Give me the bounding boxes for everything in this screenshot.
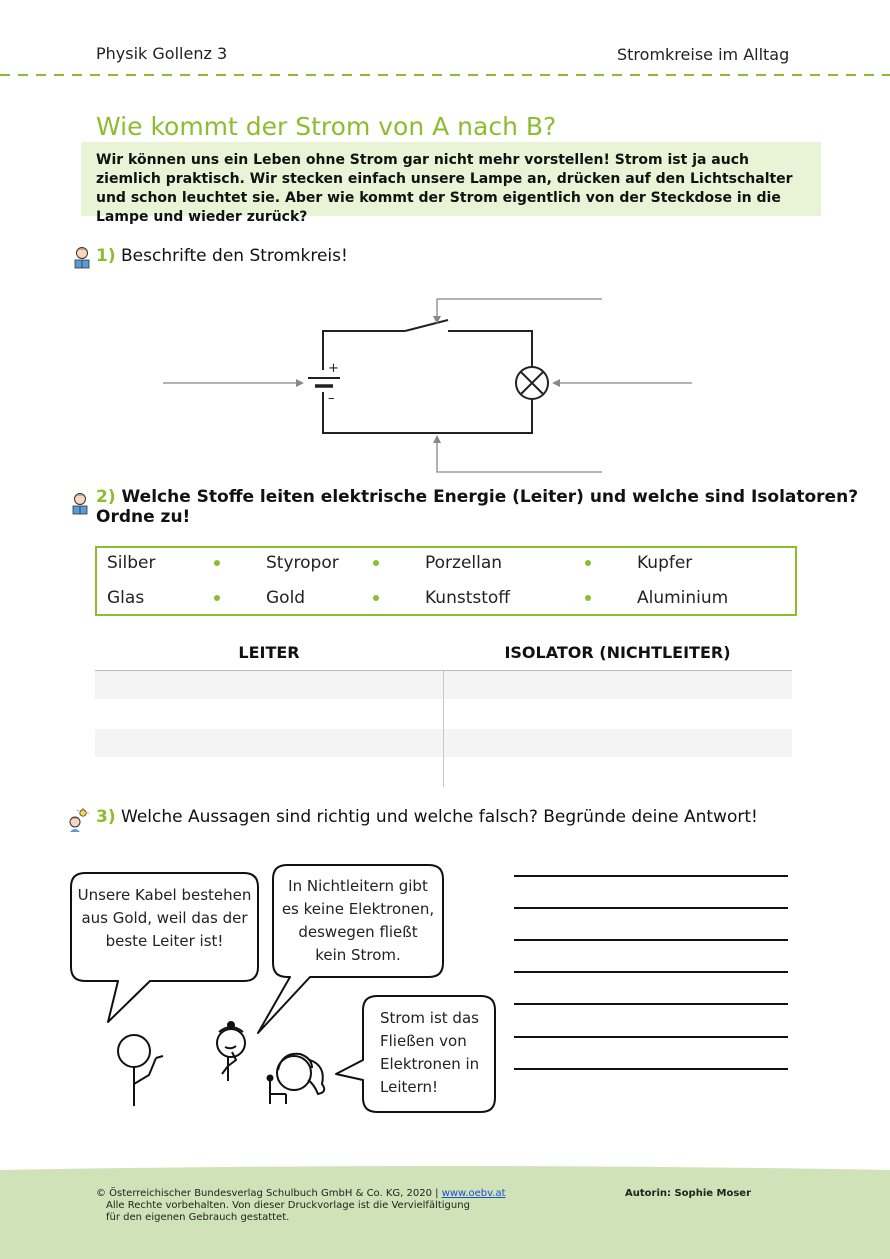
student-reading-icon <box>72 246 92 270</box>
circuit-diagram <box>150 290 710 480</box>
footer-copyright <box>96 1188 506 1200</box>
task2-text: Welche Stoffe leiten elektrische Energie (Leiter) und welche sind Isolatoren? Ordne zu! <box>96 487 859 527</box>
answer-line <box>514 907 788 909</box>
student-idea-icon <box>67 808 89 832</box>
stick-figure-girl-ponytail <box>268 1054 325 1104</box>
stick-figure-boy <box>118 1035 163 1106</box>
word-item: Kunststoff <box>425 588 511 608</box>
bubble-3-text <box>380 1007 490 1099</box>
task1-text: Beschrifte den Stromkreis! <box>121 246 348 266</box>
pointer-switch <box>437 299 602 318</box>
bubble-2-line: kein Strom. <box>315 946 401 964</box>
word-item: Kupfer <box>637 553 693 573</box>
bubble-1-line: Unsere Kabel bestehen <box>77 886 252 904</box>
bubble-2-line: In Nichtleitern gibt <box>288 877 428 895</box>
header-right: Stromkreise im Alltag <box>617 45 790 64</box>
table-column-divider <box>443 671 444 787</box>
header-left: Physik Gollenz 3 <box>96 44 228 63</box>
task1-heading <box>96 246 348 266</box>
word-item: Glas <box>107 588 145 608</box>
answer-line <box>514 1003 788 1005</box>
task2-number: 2) <box>96 487 116 507</box>
stick-figure-girl-thinking <box>217 1022 245 1081</box>
bubble-3-line: Strom ist das <box>380 1009 479 1027</box>
column-header-leiter: LEITER <box>238 643 300 662</box>
bubble-2-line: es keine Elektronen, <box>281 900 435 918</box>
bullet-dot <box>585 560 591 566</box>
footer-copyright-text: © Österreichischer Bundesverlag Schulbuch GmbH & Co. KG, 2020 | <box>96 1188 439 1199</box>
task3-heading <box>96 807 758 827</box>
bubble-3-line: Leitern! <box>380 1078 439 1096</box>
student-reading-icon <box>70 492 90 516</box>
task2-heading <box>96 487 890 527</box>
answer-line <box>514 971 788 973</box>
bullet-dot <box>373 560 379 566</box>
page-title: Wie kommt der Strom von A nach B? <box>96 112 557 141</box>
bubble-2-line: deswegen fließt <box>298 923 418 941</box>
word-item: Silber <box>107 553 156 573</box>
footer-link[interactable]: www.oebv.at <box>441 1188 506 1199</box>
answer-line <box>514 1068 788 1070</box>
task1-number: 1) <box>96 246 116 266</box>
bubble-3-line: Elektronen in <box>380 1055 480 1073</box>
bubble-2-text <box>273 875 443 967</box>
task3-number: 3) <box>96 807 116 827</box>
battery-minus-label: – <box>328 391 335 406</box>
answer-line <box>514 1036 788 1038</box>
footer-rights: Alle Rechte vorbehalten. Von dieser Druckvorlage ist die Vervielfältigung <box>106 1200 470 1211</box>
answer-line <box>514 875 788 877</box>
header-dashed-divider <box>0 72 890 78</box>
intro-box <box>81 142 821 225</box>
column-header-isolator: ISOLATOR (NICHTLEITER) <box>504 643 731 662</box>
bubble-3-line: Fließen von <box>380 1032 467 1050</box>
word-item: Porzellan <box>425 553 503 573</box>
footer-author: Autorin: Sophie Moser <box>625 1188 751 1199</box>
bullet-dot <box>585 595 591 601</box>
word-item: Gold <box>266 588 306 608</box>
task3-text: Welche Aussagen sind richtig und welche falsch? Begründe deine Antwort! <box>121 807 758 827</box>
bubble-1-line: beste Leiter ist! <box>105 932 224 950</box>
intro-text: Wir können uns ein Leben ohne Strom gar nicht mehr vorstellen! Strom ist ja auch ziemlich praktisch. Wir stecken einfach unsere Lampe an, drücken auf den Lichtschalter und schon leuchtet sie. Aber wie kommt der Strom eigentlich von der Steckdose in die Lampe und wieder zurück? <box>96 152 793 225</box>
footer-usage: für den eigenen Gebrauch gestattet. <box>106 1212 290 1223</box>
bubble-1-text <box>71 884 258 953</box>
bullet-dot <box>214 595 220 601</box>
bubble-1-line: aus Gold, weil das der <box>81 909 248 927</box>
word-item: Styropor <box>266 553 339 573</box>
bullet-dot <box>214 560 220 566</box>
bullet-dot <box>373 595 379 601</box>
pointer-wire <box>437 441 602 472</box>
word-item: Aluminium <box>637 588 729 608</box>
answer-line <box>514 939 788 941</box>
battery-plus-label: + <box>328 361 339 376</box>
